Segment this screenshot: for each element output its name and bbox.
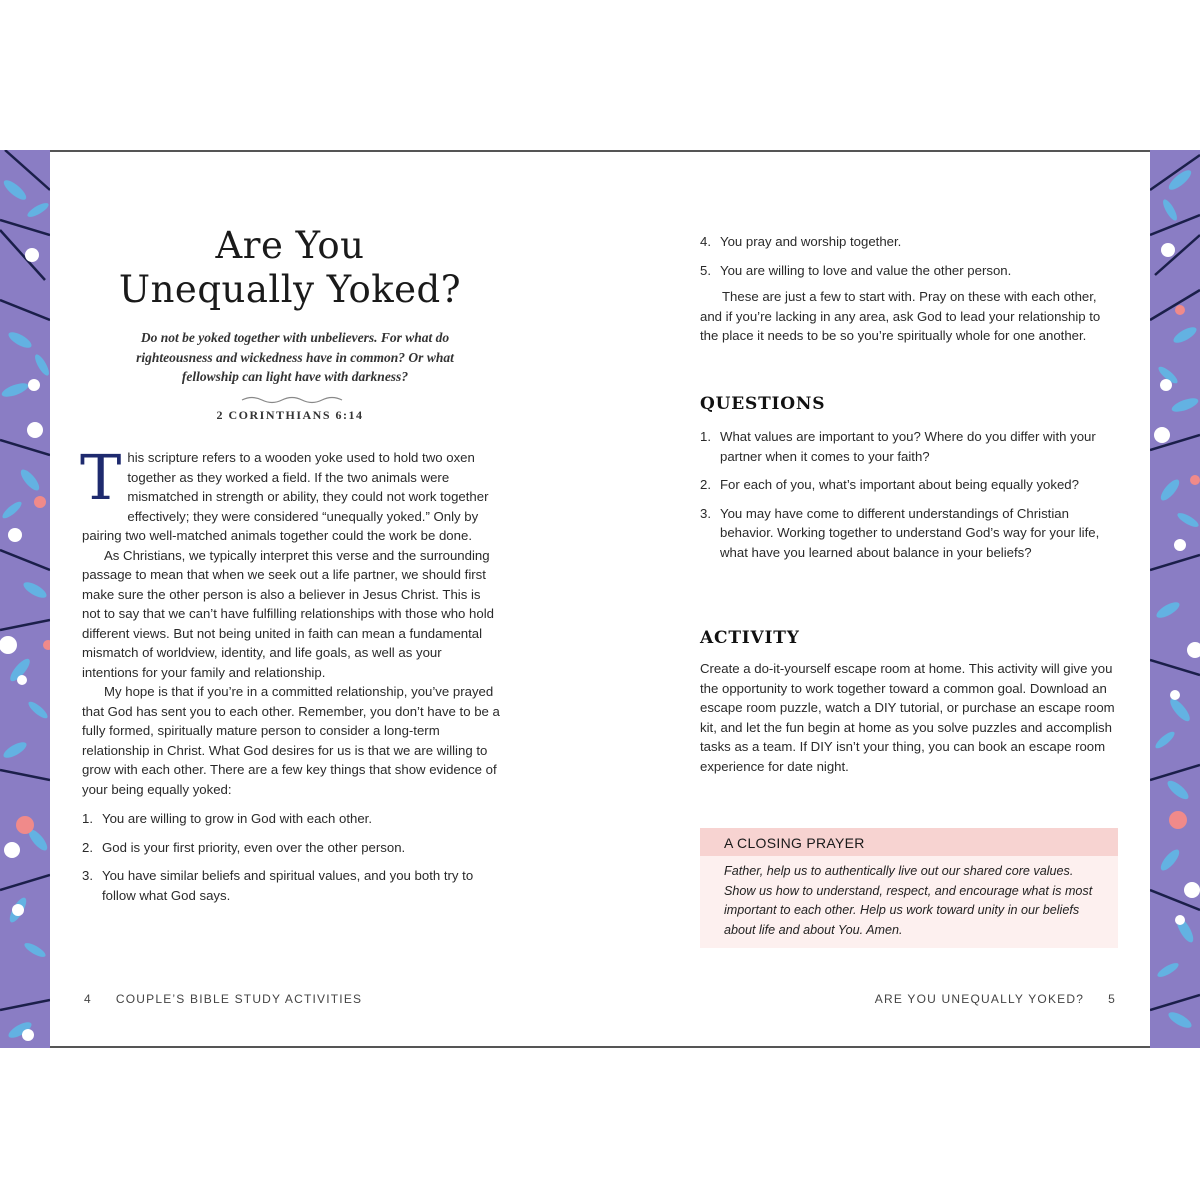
question-item: 1. What values are important to you? Where do you differ with your partner when it comes to your faith? — [700, 429, 1096, 464]
list-item: 2. God is your first priority, even over the other person. — [82, 839, 406, 855]
left-page — [50, 150, 600, 1048]
chapter-title — [50, 224, 530, 312]
title-line-1: Are You — [215, 224, 365, 267]
floral-pattern-icon — [1150, 150, 1200, 1048]
list-item: 4. You pray and worship together. — [700, 234, 902, 249]
activity-section — [700, 659, 1118, 776]
equally-yoked-list-continued — [700, 232, 1118, 280]
title-line-2: Unequally Yoked? — [118, 268, 462, 311]
activity-text: Create a do-it-yourself escape room at home. This activity will give you the opportunity to work together toward a common goal. Download an escape room puzzle, watch a DIY tutorial, or purchase an escape room kit, and let the fun begin at home as you solve puzzles and accomplish tasks as a team. If DIY isn’t your thing, you can book an escape room experience for date night. — [700, 661, 1115, 774]
list-item: 3. You have similar beliefs and spiritual values, and you both try to follow what God says. — [82, 868, 474, 903]
left-running-footer — [84, 992, 362, 1006]
book-title-footer: COUPLE’S BIBLE STUDY ACTIVITIES — [115, 992, 363, 1006]
questions-list — [700, 427, 1118, 562]
questions-heading: QUESTIONS — [700, 394, 826, 414]
scripture-epigraph: Do not be yoked together with unbelievers. For what do righteousness and wickedness have in common? Or what fellowship can light have with darkness? — [136, 330, 454, 384]
right-running-footer — [875, 992, 1116, 1006]
book-spread — [0, 150, 1200, 1048]
paragraph-1: This scripture refers to a wooden yoke used to hold two oxen together as they worked a field. If the two animals were mismatched in strength or ability, they could not work together effectively; they were considered “unequally yoked.” Only by pairing two well-matched animals together could the work be done. — [80, 441, 489, 543]
questions-section — [700, 427, 1118, 571]
list-item: 1. You are willing to grow in God with each other. — [82, 811, 373, 826]
page-number-left: 4 — [84, 992, 92, 1006]
scripture-citation: 2 CORINTHIANS 6:14 — [216, 408, 364, 422]
page-number-right: 5 — [1108, 992, 1116, 1006]
floral-border-right — [1150, 150, 1200, 1048]
main-body-text — [80, 441, 500, 914]
paragraph-2: As Christians, we typically interpret this verse and the surrounding passage to mean that when we seek out a life partner, we should first make sure the other person is also a believer in Jesus Christ. This is not to say that we can’t have fulfilling relationships with those who hold different views. But not being united in faith can mean a fundamental mismatch of worldview, identity, and life goals, as well as your intentions for your family and relationship. — [82, 547, 494, 680]
drop-cap: T — [80, 441, 122, 514]
prayer-text: Father, help us to authentically live out our shared core values. Show us how to understand, respect, and encourage what is most important to each other. Help us work toward unity in our beliefs about life and about You. Amen. — [724, 864, 1093, 937]
closing-prayer-box — [700, 828, 1118, 948]
list-continuation — [700, 232, 1118, 346]
chapter-title-footer: ARE YOU UNEQUALLY YOKED? — [874, 992, 1085, 1006]
closing-paragraph: These are just a few to start with. Pray on these with each other, and if you’re lacking in any area, ask God to lead your relationship to the place it needs to be so you’re spiritually whole for one another. — [700, 289, 1101, 343]
equally-yoked-list — [82, 809, 500, 905]
floral-pattern-icon — [0, 150, 50, 1048]
prayer-heading: A CLOSING PRAYER — [700, 828, 1118, 856]
wave-divider-icon — [240, 394, 350, 404]
question-item: 2. For each of you, what’s important about being equally yoked? — [700, 477, 1079, 492]
question-item: 3. You may have come to different understandings of Christian behavior. Working together to understand God’s way for your life, what have you learned about balance in your beliefs? — [700, 505, 1100, 560]
paragraph-3: My hope is that if you’re in a committed relationship, you’ve prayed that God has sent you to each other. Remember, you don’t have to be a fully formed, spiritually mature person to consider a long-term relationship in Christ. What God desires for us is that we are willing to grow with each other. There are a few key things that show evidence of your being equally yoked: — [82, 684, 500, 797]
right-page — [600, 150, 1150, 1048]
activity-heading: ACTIVITY — [700, 628, 800, 648]
floral-border-left — [0, 150, 50, 1048]
list-item: 5. You are willing to love and value the other person. — [700, 262, 1012, 278]
